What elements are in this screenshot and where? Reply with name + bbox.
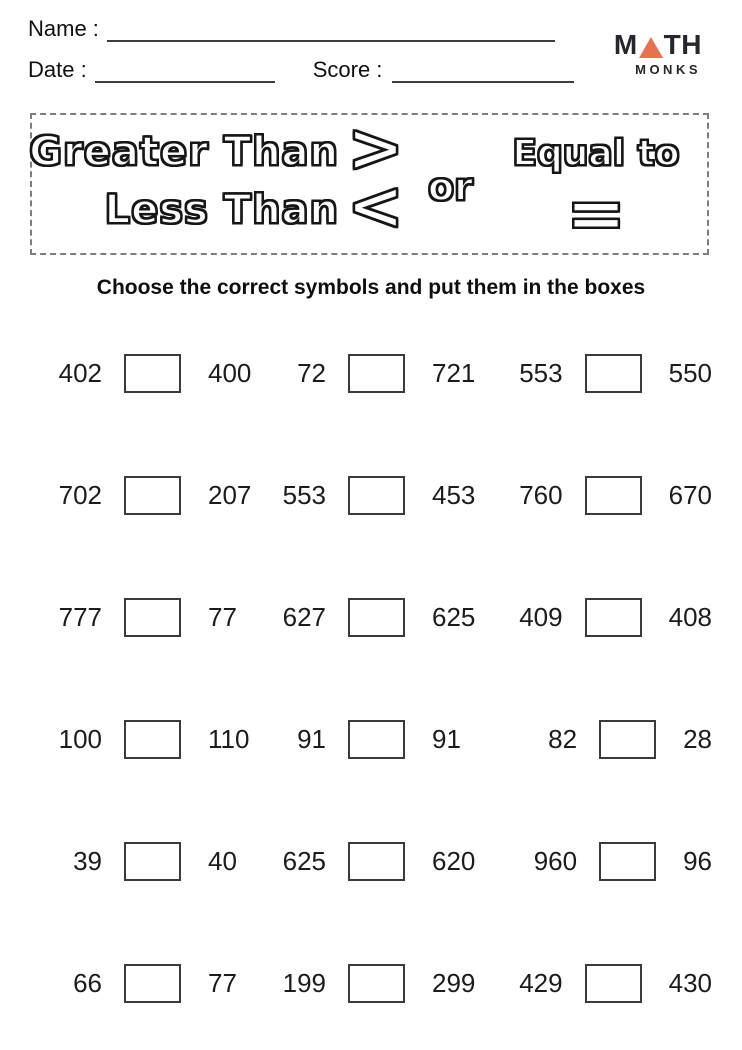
right-number: 28 xyxy=(683,724,712,754)
problem-cell xyxy=(516,922,712,1044)
left-number: 82 xyxy=(548,724,578,754)
logo-letters-th: TH xyxy=(663,29,702,60)
equal-to-label: Equal to xyxy=(512,133,680,174)
math-monks-logo xyxy=(614,31,702,77)
date-input-line[interactable] xyxy=(95,57,275,83)
answer-box[interactable] xyxy=(348,476,405,515)
right-number: 550 xyxy=(668,358,712,388)
answer-box[interactable] xyxy=(348,842,405,881)
left-number: 402 xyxy=(58,358,102,388)
problem-cell xyxy=(264,800,516,922)
right-number: 400 xyxy=(208,358,252,388)
problem-cell xyxy=(40,922,264,1044)
answer-box[interactable] xyxy=(348,598,405,637)
right-number: 453 xyxy=(432,480,476,510)
left-number: 39 xyxy=(73,846,102,876)
problem-cell xyxy=(40,556,264,678)
left-number: 760 xyxy=(519,480,563,510)
left-number: 66 xyxy=(73,968,102,998)
logo-subtitle: MONKS xyxy=(635,62,701,77)
title-banner xyxy=(29,109,709,255)
answer-box[interactable] xyxy=(348,720,405,759)
problem-cell xyxy=(264,312,516,434)
left-number: 100 xyxy=(58,724,102,754)
right-number: 670 xyxy=(668,480,712,510)
triangle-icon xyxy=(639,37,663,58)
problem-cell xyxy=(516,556,712,678)
answer-box[interactable] xyxy=(124,354,181,393)
problem-cell xyxy=(516,678,712,800)
problem-cell xyxy=(516,312,712,434)
right-number: 430 xyxy=(668,968,712,998)
left-number: 553 xyxy=(519,358,563,388)
right-number: 721 xyxy=(432,358,476,388)
problem-cell xyxy=(40,800,264,922)
left-number: 91 xyxy=(297,724,326,754)
answer-box[interactable] xyxy=(599,842,656,881)
less-than-line: Less Than < xyxy=(104,167,404,246)
answer-box[interactable] xyxy=(348,964,405,1003)
right-number: 96 xyxy=(683,846,712,876)
name-label: Name : xyxy=(28,16,99,41)
answer-box[interactable] xyxy=(585,964,642,1003)
problem-cell xyxy=(264,678,516,800)
answer-box[interactable] xyxy=(348,354,405,393)
problems-grid xyxy=(40,312,720,1044)
left-number: 702 xyxy=(58,480,102,510)
banner-right: Equal to = xyxy=(503,131,689,213)
score-label: Score : xyxy=(312,57,383,82)
answer-box[interactable] xyxy=(585,476,642,515)
less-than-label: Less Than xyxy=(104,187,340,233)
answer-box[interactable] xyxy=(124,720,181,759)
left-number: 409 xyxy=(519,602,563,632)
answer-box[interactable] xyxy=(585,598,642,637)
problem-cell xyxy=(40,678,264,800)
greater-than-line: Greater Than > xyxy=(29,109,404,188)
problem-cell xyxy=(516,800,712,922)
right-number: 625 xyxy=(432,602,476,632)
right-number: 77 xyxy=(208,968,237,998)
answer-box[interactable] xyxy=(585,354,642,393)
logo-wordmark xyxy=(614,31,702,59)
answer-box[interactable] xyxy=(124,598,181,637)
problem-cell xyxy=(264,556,516,678)
greater-than-label: Greater Than xyxy=(29,129,340,175)
date-score-row xyxy=(28,57,574,83)
or-label: or xyxy=(428,165,473,209)
right-number: 620 xyxy=(432,846,476,876)
right-number: 207 xyxy=(208,480,252,510)
left-number: 429 xyxy=(519,968,563,998)
date-label: Date : xyxy=(28,57,87,82)
left-number: 960 xyxy=(533,846,578,876)
answer-box[interactable] xyxy=(124,964,181,1003)
right-number: 110 xyxy=(208,724,250,754)
problem-cell xyxy=(516,434,712,556)
left-number: 72 xyxy=(297,358,326,388)
problem-cell xyxy=(40,312,264,434)
logo-letter-m: M xyxy=(613,29,638,60)
problem-cell xyxy=(40,434,264,556)
right-number: 408 xyxy=(668,602,712,632)
score-input-line[interactable] xyxy=(392,57,574,83)
left-number: 777 xyxy=(58,602,102,632)
banner-left xyxy=(29,109,404,246)
right-number: 91 xyxy=(432,724,461,754)
right-number: 299 xyxy=(432,968,476,998)
answer-box[interactable] xyxy=(599,720,656,759)
left-number: 627 xyxy=(282,602,326,632)
name-input-line[interactable] xyxy=(107,16,555,42)
left-number: 199 xyxy=(282,968,326,998)
left-number: 553 xyxy=(282,480,326,510)
instruction-text: Choose the correct symbols and put them in the boxes xyxy=(96,276,646,299)
answer-box[interactable] xyxy=(124,476,181,515)
name-row xyxy=(28,16,555,42)
left-number: 625 xyxy=(282,846,326,876)
problem-cell xyxy=(264,434,516,556)
right-number: 77 xyxy=(208,602,237,632)
answer-box[interactable] xyxy=(124,842,181,881)
problem-cell xyxy=(264,922,516,1044)
right-number: 40 xyxy=(208,846,237,876)
